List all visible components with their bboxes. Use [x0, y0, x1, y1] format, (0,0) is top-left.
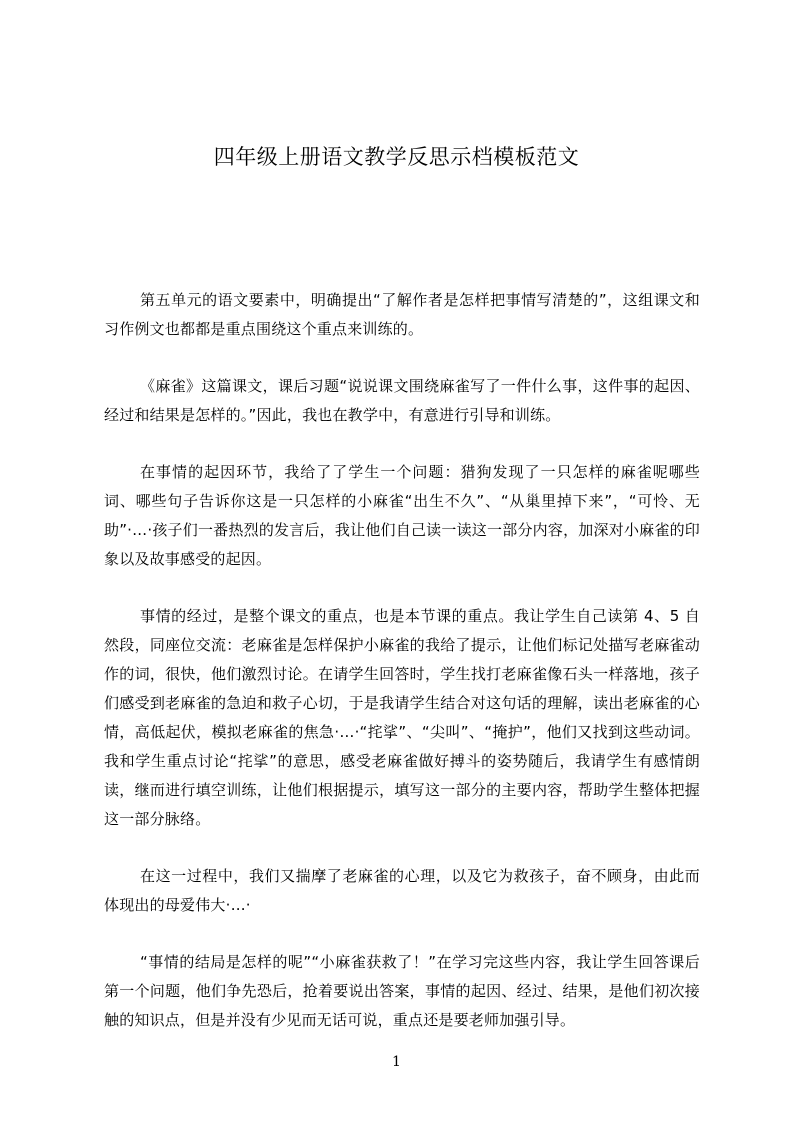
document-body — [104, 286, 700, 1035]
paragraph: 在这一过程中，我们又揣摩了老麻雀的心理，以及它为救孩子，奋不顾身，由此而体现出的母爱伟大·…· — [104, 867, 700, 914]
paragraph: “事情的结局是怎样的呢”“小麻雀获救了！”在学习完这些内容，我让学生回答课后第一个问题，他们争先恐后，抢着要说出答案，事情的起因、经过、结果，是他们初次接触的知识点，但是并没有少见而无话可说，重点还是要老师加强引导。 — [104, 953, 700, 1029]
paragraph: 事情的经过，是整个课文的重点，也是本节课的重点。我让学生自己读第 4、5 自然段，同座位交流：老麻雀是怎样保护小麻雀的我给了提示，让他们标记处描写老麻雀动作的词，很快，他们激烈讨论。在请学生回答时，学生找打老麻雀像石头一样落地，孩子们感受到老麻雀的急迫和救子心切，于是我请学生结合对这句话的理解，读出老麻雀的心情，高低起伏，模拟老麻雀的焦急·…·“挓挲”、“尖叫”、“掩护”，他们又找到这些动词。我和学生重点讨论“挓挲”的意思，感受老麻雀做好搏斗的姿势随后，我请学生有感情朗读，继而进行填空训练，让他们根据提示，填写这一部分的主要内容，帮助学生整体把握这一部分脉络。 — [104, 607, 700, 828]
page-title: 四年级上册语文教学反思示档模板范文 — [213, 145, 580, 169]
page-number: 1 — [392, 1054, 401, 1070]
paragraph: 在事情的起因环节，我给了了学生一个问题：猎狗发现了一只怎样的麻雀呢哪些词、哪些句子告诉你这是一只怎样的小麻雀“出生不久”、“从巢里掉下来”，“可怜、无助”·…·孩子们一番热烈的发言后，我让他们自己读一读这一部分内容，加深对小麻雀的印象以及故事感受的起因。 — [104, 463, 700, 568]
paragraph: 《麻雀》这篇课文，课后习题“说说课文围绕麻雀写了一件什么事，这件事的起因、经过和结果是怎样的。”因此，我也在教学中，有意进行引导和训练。 — [104, 377, 700, 424]
paragraph: 第五单元的语文要素中，明确提出“了解作者是怎样把事情写清楚的”，这组课文和习作例文也都都是重点围绕这个重点来训练的。 — [104, 291, 700, 338]
